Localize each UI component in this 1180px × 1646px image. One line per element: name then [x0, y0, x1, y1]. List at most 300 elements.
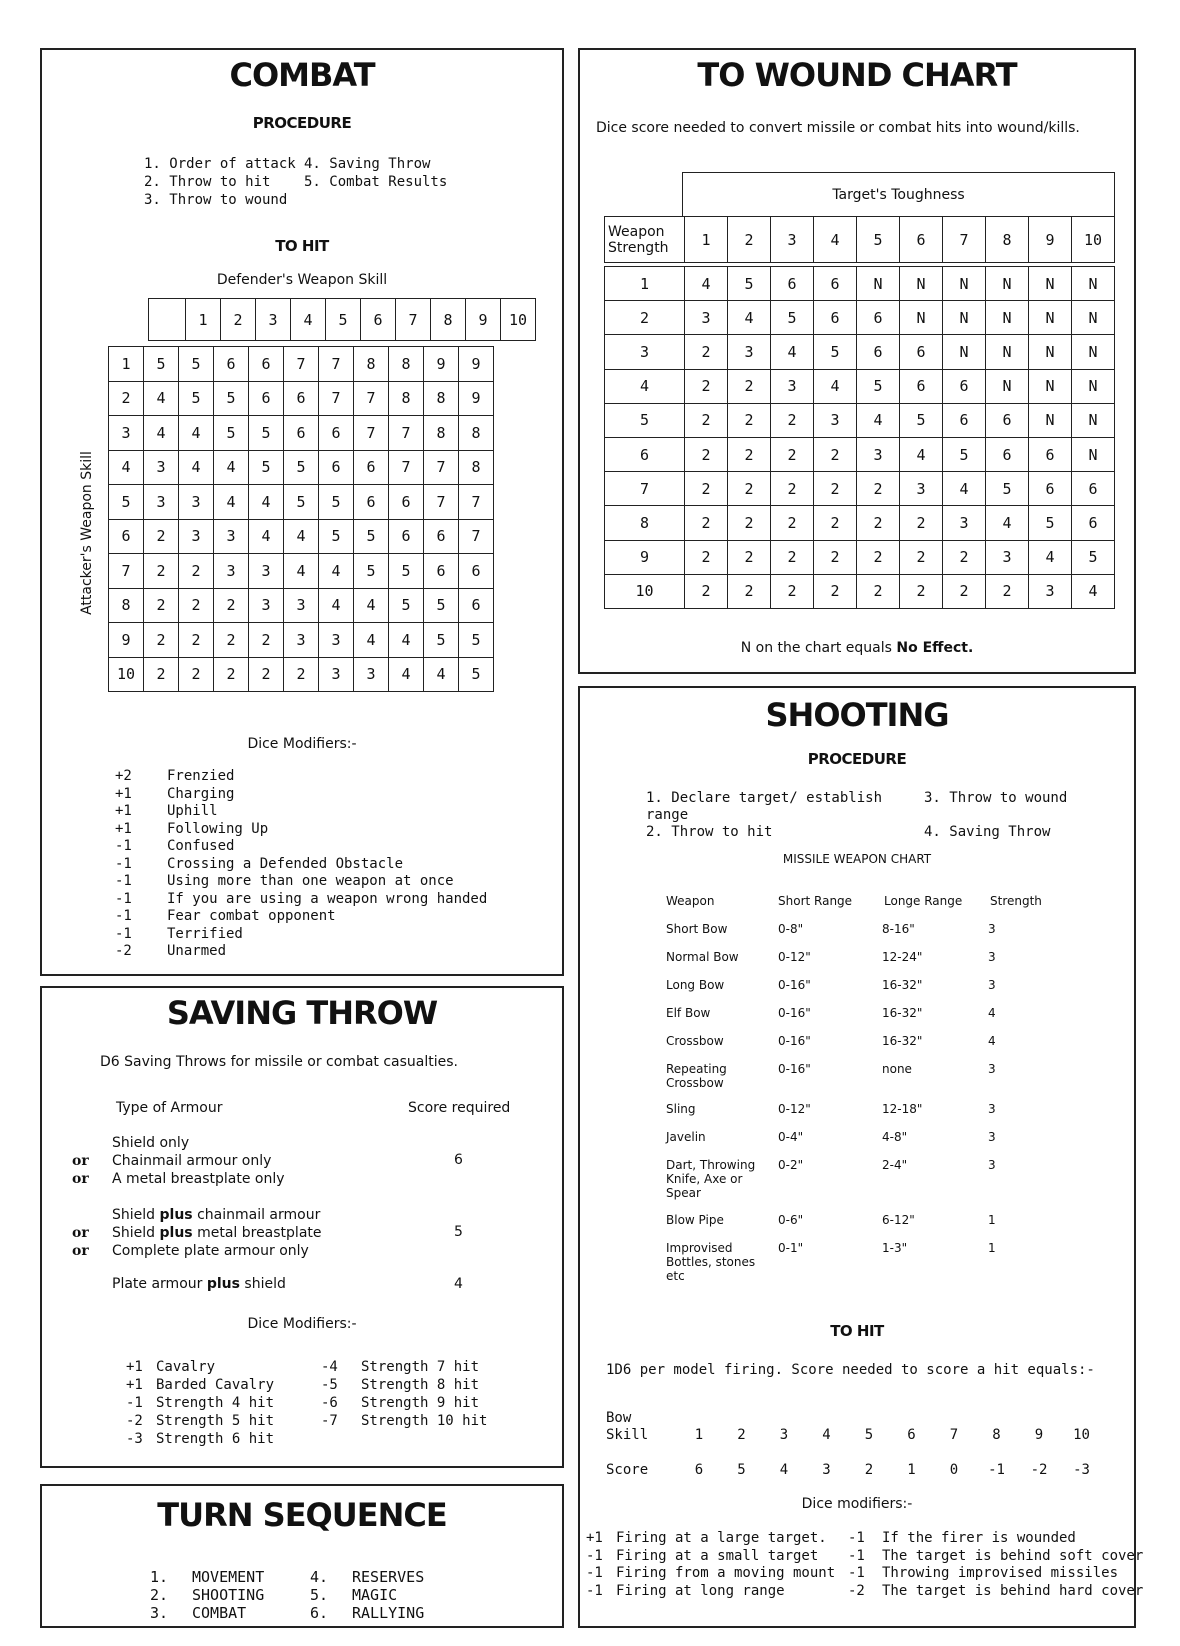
table-cell: 6	[424, 554, 459, 589]
table-cell: 7	[424, 450, 459, 485]
note-text: N on the chart equals	[740, 640, 892, 656]
table-cell: 4	[771, 335, 814, 369]
proc-item: 2. Throw to hit	[144, 174, 271, 190]
short-range: 0-1"	[778, 1241, 804, 1255]
table-cell: 2	[179, 623, 214, 658]
col-header: 2	[221, 299, 256, 341]
table-cell: 4	[284, 519, 319, 554]
table-cell: 6	[771, 267, 814, 301]
table-cell: N	[1072, 437, 1115, 471]
col-header: 4	[291, 299, 326, 341]
table-cell: 8	[424, 416, 459, 451]
table-row	[109, 519, 494, 554]
skill-value: 1	[694, 1427, 704, 1443]
table-cell: 3	[179, 519, 214, 554]
table-cell: 2	[814, 506, 857, 540]
table-cell: N	[900, 301, 943, 335]
modifier-value: 2.	[150, 1586, 169, 1604]
modifier-value: -1	[586, 1565, 603, 1581]
short-range: 0-16"	[778, 978, 811, 992]
modifier-value: -1	[115, 855, 132, 872]
strength: 4	[988, 1006, 996, 1020]
armour-line: A metal breastplate only	[112, 1171, 285, 1187]
row-header: 6	[109, 519, 144, 554]
modifier-label: Terrified	[167, 925, 243, 942]
col-header: 7	[943, 217, 986, 263]
table-cell: 6	[857, 301, 900, 335]
table-row	[605, 267, 1115, 301]
strength: 3	[988, 1130, 996, 1144]
bow-skill-label	[606, 1410, 648, 1444]
modifier-item	[115, 768, 487, 786]
score-value: 1	[907, 1462, 916, 1478]
proc-item: 3. Throw to wound	[144, 192, 288, 208]
score-value: -1	[988, 1462, 1005, 1478]
modifier-item	[115, 891, 487, 909]
table-cell: 4	[1072, 574, 1115, 608]
short-range: 0-16"	[778, 1006, 811, 1020]
table-cell: 6	[1029, 472, 1072, 506]
table-cell: 5	[284, 450, 319, 485]
col-header: 5	[326, 299, 361, 341]
table-row	[605, 335, 1115, 369]
modifier-item	[115, 926, 487, 944]
armour-line: Plate armour	[112, 1276, 203, 1292]
weapon-name: Repeating Crossbow	[666, 1062, 727, 1090]
skill-value: 10	[1073, 1427, 1090, 1443]
table-cell: 2	[685, 335, 728, 369]
modifier-label: Strength 7 hit	[361, 1359, 480, 1375]
score-6: 6	[454, 1152, 463, 1168]
modifier-item	[321, 1412, 487, 1430]
table-cell: 5	[857, 369, 900, 403]
skill-value: 7	[949, 1427, 959, 1443]
weapon-name: Elf Bow	[666, 1006, 711, 1020]
table-cell: 7	[354, 381, 389, 416]
modifier-item	[586, 1530, 835, 1548]
strength: 3	[988, 1158, 996, 1172]
col-header: 10	[1072, 217, 1115, 263]
modifier-value: -1	[848, 1565, 865, 1581]
table-cell: 4	[179, 416, 214, 451]
table-cell: 3	[214, 554, 249, 589]
table-cell: 3	[319, 623, 354, 658]
table-cell: 6	[1072, 506, 1115, 540]
table-cell: 5	[354, 554, 389, 589]
modifier-item	[115, 821, 487, 839]
table-cell: N	[1072, 267, 1115, 301]
table-cell: 5	[1029, 506, 1072, 540]
armour-group-2	[72, 1206, 322, 1260]
short-range: 0-8"	[778, 922, 804, 936]
table-cell: 2	[857, 506, 900, 540]
col-header: 4	[814, 217, 857, 263]
table-cell: N	[986, 301, 1029, 335]
table-cell: N	[1029, 267, 1072, 301]
long-range: 12-24"	[882, 950, 923, 964]
combat-title: COMBAT	[229, 56, 375, 94]
table-row	[605, 506, 1115, 540]
modifier-label: Throwing improvised missiles	[882, 1565, 1119, 1581]
modifier-value: -1	[586, 1547, 603, 1564]
strength: 3	[988, 950, 996, 964]
armour-line: Shield	[112, 1207, 156, 1223]
modifier-item	[321, 1394, 487, 1412]
table-cell: 4	[144, 381, 179, 416]
skill-value: 9	[1034, 1427, 1044, 1443]
short-range: 0-16"	[778, 1034, 811, 1048]
table-cell: 5	[179, 381, 214, 416]
table-cell: 8	[389, 347, 424, 382]
table-cell: 6	[986, 437, 1029, 471]
table-cell: N	[900, 267, 943, 301]
table-cell: 7	[389, 450, 424, 485]
col-header: 9	[466, 299, 501, 341]
table-cell: N	[986, 267, 1029, 301]
toughness-label: Target's Toughness	[683, 173, 1115, 217]
table-cell: 5	[389, 588, 424, 623]
header-weapon: Weapon	[666, 894, 715, 908]
table-cell: 2	[814, 574, 857, 608]
table-cell: 3	[685, 301, 728, 335]
modifier-item	[150, 1604, 264, 1622]
turn-sequence-title: TURN SEQUENCE	[157, 1496, 447, 1534]
skill-value: 2	[737, 1427, 746, 1443]
long-range: none	[882, 1062, 912, 1076]
table-cell: 5	[900, 403, 943, 437]
col-header: 1	[685, 217, 728, 263]
col-header: 6	[361, 299, 396, 341]
weapon-name: Sling	[666, 1102, 696, 1116]
score-value: 6	[694, 1462, 704, 1478]
modifier-item	[115, 943, 487, 961]
table-cell: 2	[685, 540, 728, 574]
table-cell: 2	[685, 369, 728, 403]
table-cell: 7	[319, 381, 354, 416]
saving-throw-intro: D6 Saving Throws for missile or combat casualties.	[100, 1054, 459, 1070]
table-cell: 4	[389, 657, 424, 692]
table-row	[109, 381, 494, 416]
modifier-value: 1.	[150, 1568, 169, 1586]
long-range: 8-16"	[882, 922, 915, 936]
shooting-to-hit-heading: TO HIT	[830, 1322, 884, 1340]
table-cell: 4	[214, 450, 249, 485]
table-cell: 6	[284, 416, 319, 451]
table-cell: 7	[424, 485, 459, 520]
table-cell: 4	[179, 450, 214, 485]
table-cell: 3	[814, 403, 857, 437]
table-cell: 2	[728, 437, 771, 471]
modifier-item	[115, 786, 487, 804]
modifier-item	[126, 1394, 274, 1412]
modifier-value: -1	[115, 908, 132, 924]
table-cell: N	[943, 335, 986, 369]
table-cell: 2	[857, 574, 900, 608]
saving-modifiers-heading: Dice Modifiers:-	[247, 1316, 357, 1332]
table-cell: 2	[771, 574, 814, 608]
modifier-value: -4	[321, 1359, 338, 1375]
table-cell: 2	[814, 540, 857, 574]
table-cell: 7	[354, 416, 389, 451]
strength: 3	[988, 1062, 996, 1076]
table-cell: 4	[986, 506, 1029, 540]
modifier-item	[586, 1583, 835, 1601]
row-header: 3	[109, 416, 144, 451]
table-row	[605, 540, 1115, 574]
table-cell: 9	[424, 347, 459, 382]
modifier-item	[310, 1586, 424, 1604]
table-cell: 2	[814, 437, 857, 471]
modifier-value: -1	[586, 1582, 603, 1599]
modifier-label: Charging	[167, 785, 235, 802]
table-cell: 2	[249, 623, 284, 658]
table-cell: 2	[249, 657, 284, 692]
armour-line: Complete plate armour only	[112, 1243, 309, 1259]
table-cell: 5	[1072, 540, 1115, 574]
combat-modifiers-heading: Dice Modifiers:-	[247, 736, 357, 752]
table-cell: 3	[249, 554, 284, 589]
table-row	[109, 623, 494, 658]
armour-group-3	[112, 1276, 286, 1292]
table-row	[109, 588, 494, 623]
table-cell: 6	[424, 519, 459, 554]
table-cell: 4	[319, 554, 354, 589]
table-cell: 8	[389, 381, 424, 416]
shooting-procedure-list	[646, 790, 1067, 841]
table-cell: N	[1029, 369, 1072, 403]
table-cell: 5	[284, 485, 319, 520]
row-header: 4	[605, 369, 685, 403]
table-cell: 4	[144, 416, 179, 451]
header-short: Short Range	[778, 894, 853, 908]
row-header: 1	[605, 267, 685, 301]
row-header: 3	[605, 335, 685, 369]
proc-item: 4. Saving Throw	[304, 156, 431, 172]
to-wound-table	[604, 266, 1115, 609]
modifier-item	[150, 1586, 264, 1604]
row-header: 9	[109, 623, 144, 658]
modifier-value: -1	[848, 1530, 865, 1546]
proc-item: 4. Saving Throw	[924, 824, 1051, 840]
modifier-value: -7	[321, 1413, 338, 1429]
modifier-label: COMBAT	[192, 1604, 247, 1622]
table-cell: N	[1072, 335, 1115, 369]
modifier-value: -1	[848, 1547, 865, 1564]
table-row	[109, 416, 494, 451]
table-row	[605, 301, 1115, 335]
proc-item: 5. Combat Results	[304, 174, 448, 190]
row-header: 8	[605, 506, 685, 540]
table-cell: 6	[389, 519, 424, 554]
table-cell: N	[986, 369, 1029, 403]
table-cell: 2	[144, 623, 179, 658]
table-cell: 2	[144, 519, 179, 554]
modifier-value: -5	[321, 1377, 338, 1393]
skill-value: 6	[907, 1427, 916, 1443]
modifier-label: Following Up	[167, 820, 269, 837]
modifier-item	[126, 1412, 274, 1430]
table-cell: N	[1029, 335, 1072, 369]
table-cell: 6	[814, 301, 857, 335]
table-cell: N	[1072, 301, 1115, 335]
modifier-value: -1	[115, 838, 132, 854]
table-cell: 5	[943, 437, 986, 471]
table-cell: 5	[319, 519, 354, 554]
modifier-value: +1	[126, 1377, 143, 1393]
table-cell: 4	[284, 554, 319, 589]
modifier-item	[321, 1376, 487, 1394]
modifier-value: +2	[115, 768, 132, 784]
modifier-item	[115, 908, 487, 926]
shooting-panel	[578, 686, 1144, 1628]
to-wound-title: TO WOUND CHART	[697, 56, 1017, 94]
or-label: or	[72, 1171, 89, 1187]
table-cell: 2	[685, 437, 728, 471]
table-cell: 8	[354, 347, 389, 382]
armour-line: Shield only	[112, 1135, 190, 1151]
shooting-to-hit-intro: 1D6 per model firing. Score needed to score a hit equals:-	[606, 1362, 1095, 1378]
weapon-name: Javelin	[666, 1130, 706, 1144]
row-header: 8	[109, 588, 144, 623]
table-cell: 3	[900, 472, 943, 506]
combat-to-hit-table	[108, 346, 494, 692]
skill-label: Skill	[606, 1427, 649, 1443]
or-label: or	[72, 1153, 89, 1169]
table-cell: 2	[144, 588, 179, 623]
skill-value: 8	[992, 1427, 1001, 1443]
modifier-item	[126, 1358, 274, 1376]
proc-item: 3. Throw to wound	[924, 790, 1068, 806]
table-cell: 2	[179, 588, 214, 623]
short-range: 0-6"	[778, 1213, 804, 1227]
modifier-label: Crossing a Defended Obstacle	[167, 855, 404, 872]
table-cell: 2	[900, 574, 943, 608]
table-cell: 2	[771, 403, 814, 437]
table-cell: 6	[857, 335, 900, 369]
table-cell: 3	[857, 437, 900, 471]
modifier-label: Strength 8 hit	[361, 1377, 480, 1393]
armour-line: metal breastplate	[197, 1225, 322, 1241]
table-cell: 9	[459, 381, 494, 416]
table-cell: 6	[986, 403, 1029, 437]
table-cell: 3	[214, 519, 249, 554]
modifier-item	[586, 1565, 835, 1583]
to-wound-panel	[578, 48, 1136, 674]
note-bold: No Effect.	[896, 640, 974, 656]
saving-modifiers-right	[321, 1358, 487, 1430]
col-header: 8	[431, 299, 466, 341]
table-cell: N	[1072, 369, 1115, 403]
table-cell: 6	[249, 381, 284, 416]
row-header: 5	[109, 485, 144, 520]
modifier-label: If the firer is wounded	[882, 1530, 1076, 1546]
table-cell: 5	[179, 347, 214, 382]
table-cell: 2	[685, 403, 728, 437]
table-cell: 5	[771, 301, 814, 335]
armour-group-1	[72, 1134, 285, 1188]
table-cell: 2	[728, 403, 771, 437]
table-cell: 6	[284, 381, 319, 416]
table-cell: 2	[857, 540, 900, 574]
table-cell: 6	[814, 267, 857, 301]
weapon-name: Normal Bow	[666, 950, 739, 964]
header-strength: Strength	[990, 894, 1042, 908]
table-cell: 2	[214, 657, 249, 692]
proc-item: 2. Throw to hit	[646, 824, 773, 840]
combat-to-hit-heading: TO HIT	[275, 237, 329, 255]
table-cell: 6	[319, 416, 354, 451]
table-cell: 4	[685, 267, 728, 301]
table-cell: 4	[943, 472, 986, 506]
table-cell: 4	[900, 437, 943, 471]
modifier-value: +1	[115, 803, 132, 819]
modifier-value: 5.	[310, 1586, 329, 1604]
modifier-value: +1	[586, 1530, 603, 1546]
table-cell: 2	[144, 657, 179, 692]
col-header: 5	[857, 217, 900, 263]
col-header: 9	[1029, 217, 1072, 263]
col-header: 7	[396, 299, 431, 341]
table-cell: 2	[179, 657, 214, 692]
row-header: 7	[605, 472, 685, 506]
table-cell: 3	[1029, 574, 1072, 608]
table-row	[109, 657, 494, 692]
modifier-item	[321, 1358, 487, 1376]
table-cell: N	[1029, 403, 1072, 437]
modifier-value: -1	[126, 1395, 143, 1411]
shooting-modifiers-right	[848, 1530, 1143, 1600]
table-cell: 2	[214, 623, 249, 658]
strength: 3	[988, 1102, 996, 1116]
table-cell: 5	[214, 381, 249, 416]
modifier-label: Fear combat opponent	[167, 908, 336, 924]
table-cell: 5	[389, 554, 424, 589]
table-cell: 3	[771, 369, 814, 403]
strength: 3	[988, 978, 996, 992]
table-cell: 6	[389, 485, 424, 520]
modifier-item	[115, 856, 487, 874]
modifier-item	[848, 1565, 1143, 1583]
table-cell: 3	[986, 540, 1029, 574]
table-cell: 3	[728, 335, 771, 369]
table-cell: 4	[1029, 540, 1072, 574]
table-cell: 3	[319, 657, 354, 692]
table-cell: 3	[179, 485, 214, 520]
table-cell: 6	[354, 450, 389, 485]
table-cell: N	[857, 267, 900, 301]
table-cell: 4	[424, 657, 459, 692]
modifier-item	[310, 1568, 424, 1586]
table-cell: N	[986, 335, 1029, 369]
modifier-value: -2	[115, 943, 132, 959]
row-header: 5	[605, 403, 685, 437]
col-header: 2	[728, 217, 771, 263]
table-cell: 6	[459, 588, 494, 623]
bow-label: Bow	[606, 1410, 632, 1426]
table-cell: 4	[389, 623, 424, 658]
armour-line: shield	[244, 1276, 286, 1292]
table-cell: 6	[900, 335, 943, 369]
attacker-skill-label: Attacker's Weapon Skill	[79, 451, 95, 615]
table-cell: 9	[459, 347, 494, 382]
modifier-value: +1	[115, 820, 132, 837]
modifier-item	[848, 1548, 1143, 1566]
row-header: 2	[605, 301, 685, 335]
table-cell: 4	[319, 588, 354, 623]
table-cell: N	[1072, 403, 1115, 437]
table-cell: 5	[424, 588, 459, 623]
modifier-label: RALLYING	[352, 1604, 425, 1622]
